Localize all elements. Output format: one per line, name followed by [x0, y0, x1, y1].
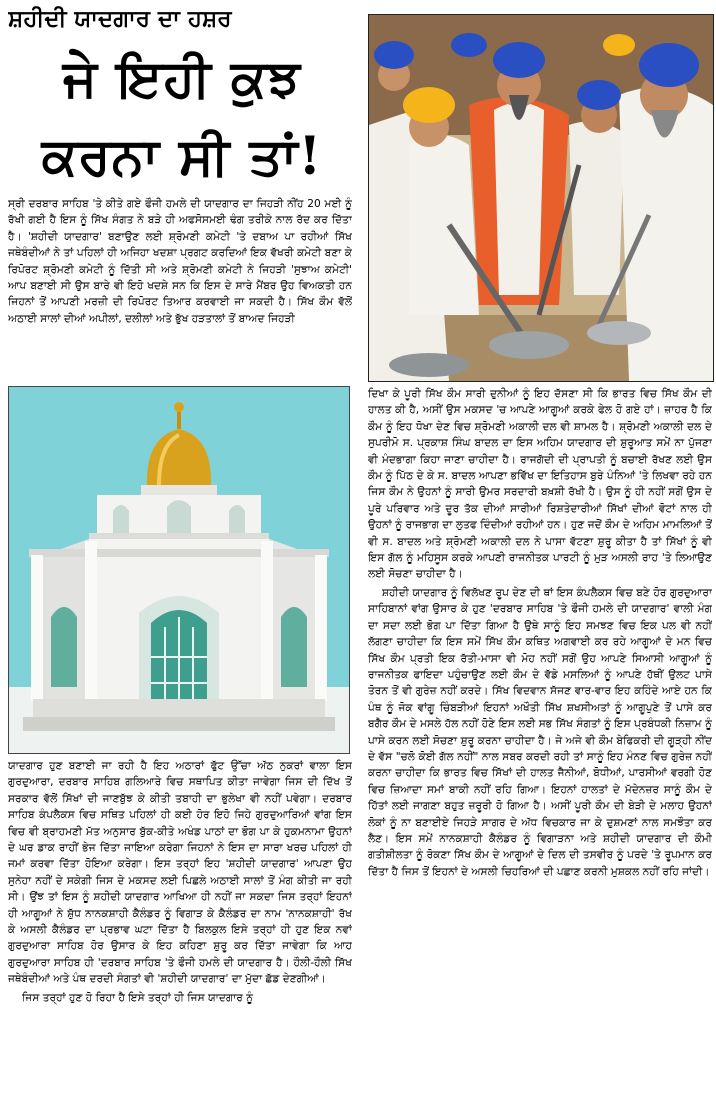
paragraph: ਦਿਖਾ ਕੇ ਪੂਰੀ ਸਿੱਖ ਕੌਮ ਸਾਰੀ ਦੁਨੀਆਂ ਨੂੰ ਇਹ ਦੱਸਣਾ ਸੀ ਕਿ ਭਾਰਤ ਵਿਚ ਸਿੱਖ ਕੌਮ ਦੀ ਹਾਲਤ ਕੀ ਹੈ, ਅਸੀਂ ਉਸ ਮਕਸਦ 'ਚ ਆਪਣੇ ਆਗੂਆਂ ਕਰਕੇ ਫੇਲ ਹੋ ਗਏ ਹਾਂ। ਜ਼ਾਹਰ ਹੈ ਕਿ ਕੌਮ ਨੂੰ ਇਹ ਧੋਖਾ ਦੇਣ ਵਿਚ ਸ਼੍ਰੋਮਣੀ ਅਕਾਲੀ ਦਲ ਵੀ ਸ਼ਾਮਲ ਹੈ। ਸ਼੍ਰੋਮਣੀ ਅਕਾਲੀ ਦਲ ਦੇ ਸੁਪਰੀਮੋ ਸ. ਪ੍ਰਕਾਸ਼ ਸਿੰਘ ਬਾਦਲ ਦਾ ਇਸ ਅਹਿਮ ਯਾਦਗਾਰ ਦੀ ਸ਼ੁਰੂਆਤ ਸਮੇਂ ਨਾ ਪੁੱਜਣਾ ਵੀ ਮੰਦਭਾਗਾ ਕਿਹਾ ਜਾਣਾ ਚਾਹੀਦਾ ਹੈ। ਰਾਜਗੱਦੀ ਦੀ ਪ੍ਰਾਪਤੀ ਨੂੰ ਬਚਾਈ ਰੱਖਣ ਲਈ ਉਸ ਕੌਮ ਨੂੰ ਪਿੱਠ ਦੇ ਕੇ ਸ. ਬਾਦਲ ਆਪਣਾ ਭਵਿੱਖ ਦਾ ਇਤਿਹਾਸ ਬੁਰੇ ਪੰਨਿਆਂ 'ਤੇ ਲਿਖਵਾ ਰਹੇ ਹਨ ਜਿਸ ਕੌਮ ਨੇ ਉਹਨਾਂ ਨੂੰ ਸਾਰੀ ਉਮਰ ਸਰਦਾਰੀ ਬਖ਼ਸ਼ੀ ਰੱਖੀ ਹੈ। ਉਸ ਨੂੰ ਹੀ ਨਹੀਂ ਸਗੋਂ ਉਸ ਦੇ ਪੂਰੇ ਪਰਿਵਾਰ ਅਤੇ ਦੂਰ ਤੱਕ ਦੀਆਂ ਸਾਰੀਆਂ ਰਿਸ਼ਤੇਦਾਰੀਆਂ ਸਿੱਖਾਂ ਦੀਆਂ ਵੋਟਾਂ ਨਾਲ ਹੀ ਉਹਨਾਂ ਨੂੰ ਰਾਜਭਾਗ ਦਾ ਲੁਤਫ ਦਿੰਦੀਆਂ ਰਹੀਆਂ ਹਨ। ਹੁਣ ਜਦੋਂ ਕੌਮ ਦੇ ਅਹਿਮ ਮਾਮਲਿਆਂ ਤੋਂ ਵੀ ਸ. ਬਾਦਲ ਅਤੇ ਸ਼੍ਰੋਮਣੀ ਅਕਾਲੀ ਦਲ ਨੇ ਪਾਸਾ ਵੱਟਣਾ ਸ਼ੁਰੂ ਕੀਤਾ ਹੈ ਤਾਂ ਸਿੱਖਾਂ ਨੂੰ ਵੀ ਇਸ ਗੱਲ ਨੂੰ ਮਹਿਸੂਸ ਕਰਕੇ ਆਪਣੀ ਰਾਜਨੀਤਕ ਪਾਰਟੀ ਨੂੰ ਮੁੜ ਅਸਲੀ ਰਾਹ 'ਤੇ ਲਿਆਉਣ ਲਈ ਸੋਚਣਾ ਚਾਹੀਦਾ ਹੈ।	[368, 388, 712, 581]
ceremony-photo-svg	[369, 15, 713, 381]
headline-line-2: ਕਰਨਾ ਸੀ ਤਾਂ!	[41, 126, 323, 187]
paragraph: ਯਾਦਗਾਰ ਹੁਣ ਬਣਾਈ ਜਾ ਰਹੀ ਹੈ ਇਹ ਅਠਾਰਾਂ ਫੁੱਟ ਉੱਚਾ ਅੱਠ ਨੁਕਰਾਂ ਵਾਲਾ ਇਸ ਗੁਰਦੁਆਰਾ, ਦਰਬਾਰ ਸਾਹਿਬ ਗਲਿਆਰੇ ਵਿਚ ਸਥਾਪਿਤ ਕੀਤਾ ਜਾਵੇਗਾ ਜਿਸ ਦੀ ਦਿੱਖ ਤੋਂ ਸਰਕਾਰ ਵੱਲੋਂ ਸਿੱਖਾਂ ਦੀ ਜਾਣਬੁੱਝ ਕੇ ਕੀਤੀ ਤਬਾਹੀ ਦਾ ਭੁਲੇਖਾ ਵੀ ਨਹੀਂ ਪਵੇਗਾ। ਦਰਬਾਰ ਸਾਹਿਬ ਕੰਪਲੈਕਸ ਵਿਚ ਸਥਿਤ ਪਹਿਲਾਂ ਹੀ ਕਈ ਹੋਰ ਇਹੋ ਜਿਹੇ ਗੁਰਦੁਆਰਿਆਂ ਵਾਂਗ ਇਸ ਵਿਚ ਵੀ ਬ੍ਰਾਹਮਣੀ ਮੱਤ ਅਨੁਸਾਰ ਬੁੱਕ-ਕੀਤੇ ਅਖੰਡ ਪਾਠਾਂ ਦਾ ਭੋਗ ਪਾ ਕੇ ਹੁਕਮਨਾਮਾ ਉਹਨਾਂ ਦੇ ਘਰ ਡਾਕ ਰਾਹੀਂ ਭੇਜ ਦਿੱਤਾ ਜਾਇਆ ਕਰੇਗਾ ਜਿਹਨਾਂ ਨੇ ਇਸ ਦਾ ਸਾਰਾ ਖਰਚ ਪਹਿਲਾਂ ਹੀ ਜਮਾਂ ਕਰਵਾ ਦਿੱਤਾ ਹੋਇਆ ਕਰੇਗਾ। ਇਸ ਤਰ੍ਹਾਂ ਇਹ 'ਸ਼ਹੀਦੀ ਯਾਦਗਾਰ' ਆਪਣਾ ਉਹ ਸੁਨੇਹਾ ਨਹੀਂ ਦੇ ਸਕੇਗੀ ਜਿਸ ਦੇ ਮਕਸਦ ਲਈ ਪਿਛਲੇ ਅਠਾਈ ਸਾਲਾਂ ਤੋਂ ਮੰਗ ਕੀਤੀ ਜਾ ਰਹੀ ਸੀ। ਉਂਝ ਤਾਂ ਇਸ ਨੂੰ ਸ਼ਹੀਦੀ ਯਾਦਗਾਰ ਆਖਿਆ ਹੀ ਨਹੀਂ ਜਾ ਸਕਦਾ ਜਿਸ ਤਰ੍ਹਾਂ ਇਹਨਾਂ ਹੀ ਆਗੂਆਂ ਨੇ ਸ਼ੁੱਧ ਨਾਨਕਸ਼ਾਹੀ ਕੈਲੰਡਰ ਨੂੰ ਵਿਗਾੜ ਕੇ ਕੈਲੰਡਰ ਦਾ ਨਾਮ 'ਨਾਨਕਸ਼ਾਹੀ' ਰੱਖ ਕੇ ਅਸਲੀ ਕੈਲੰਡਰ ਦਾ ਪ੍ਰਭਾਵ ਘਟਾ ਦਿੱਤਾ ਹੈ ਬਿਲਕੁਲ ਇਸੇ ਤਰ੍ਹਾਂ ਹੀ ਹੁਣ ਇਕ ਨਵਾਂ ਗੁਰਦੁਆਰਾ ਸਾਹਿਬ ਹੋਰ ਉਸਾਰ ਕੇ ਇਹ ਕਹਿਣਾ ਸ਼ੁਰੂ ਕਰ ਦਿੱਤਾ ਜਾਵੇਗਾ ਕਿ ਆਹ ਗੁਰਦੁਆਰਾ ਸਾਹਿਬ ਹੀ 'ਦਰਬਾਰ ਸਾਹਿਬ 'ਤੇ ਫੌਜੀ ਹਮਲੇ ਦੀ ਯਾਦਗਾਰ ਹੈ। ਹੌਲੀ-ਹੌਲੀ ਸਿੱਖ ਜਥੇਬੰਦੀਆਂ ਅਤੇ ਪੰਥ ਦਰਦੀ ਸੰਗਤਾਂ ਵੀ 'ਸ਼ਹੀਦੀ ਯਾਦਗਾਰ' ਦਾ ਮੁੱਦਾ ਛੱਡ ਦੇਣਗੀਆਂ।	[8, 760, 352, 986]
paragraph: ਸ਼ਹੀਦੀ ਯਾਦਗਾਰ ਨੂੰ ਵਿਲੱਖਣ ਰੂਪ ਦੇਣ ਦੀ ਥਾਂ ਇਸ ਕੰਪਲੈਕਸ ਵਿਚ ਬਣੇ ਹੋਰ ਗੁਰਦੁਆਰਾ ਸਾਹਿਬਾਨਾਂ ਵਾਂਗ ਉਸਾਰ ਕੇ ਹੁਣ 'ਦਰਬਾਰ ਸਾਹਿਬ 'ਤੇ ਫੌਜੀ ਹਮਲੇ ਦੀ ਯਾਦਗਾਰ' ਵਾਲੀ ਮੰਗ ਦਾ ਸਦਾ ਲਈ ਭੋਗ ਪਾ ਦਿੱਤਾ ਗਿਆ ਹੈ ਉਥੇ ਸਾਨੂੰ ਇਹ ਸਮਝਣ ਵਿਚ ਇਕ ਪਲ ਵੀ ਨਹੀਂ ਲੱਗਣਾ ਚਾਹੀਦਾ ਕਿ ਇਸ ਸਮੇਂ ਸਿੱਖ ਕੌਮ ਕਥਿਤ ਅਗਵਾਈ ਕਰ ਰਹੇ ਆਗੂਆਂ ਦੇ ਮਨ ਵਿਚ ਸਿੱਖ ਕੌਮ ਪ੍ਰਤੀ ਇਕ ਰੱਤੀ-ਮਾਸਾ ਵੀ ਮੋਹ ਨਹੀਂ ਸਗੋਂ ਉਹ ਆਪਣੇ ਸਿਆਸੀ ਆਗੂਆਂ ਨੂੰ ਰਾਜਨੀਤਕ ਫਾਇਦਾ ਪਹੁੰਚਾਉਣ ਲਈ ਕੌਮ ਦੇ ਵੱਡੇ ਮਸਲਿਆਂ ਨੂੰ ਆਪਣੇ ਹੱਥੀਂ ਉਲਟ ਪਾਸੇ ਤੋਰਨ ਤੋਂ ਵੀ ਗੁਰੇਜ਼ ਨਹੀਂ ਕਰਦੇ। ਸਿੱਖ ਵਿਦਵਾਨ ਸੱਜਣ ਵਾਰ-ਵਾਰ ਇਹ ਕਹਿੰਦੇ ਆਏ ਹਨ ਕਿ ਪੰਥ ਨੂੰ ਜੋਕ ਵਾਂਗੂ ਚਿੰਬੜੀਆਂ ਇਹਨਾਂ ਅਖੌਤੀ ਸਿੱਖ ਸ਼ਖਸੀਅਤਾਂ ਨੂੰ ਆਗੂਪੁਣੇ ਤੋਂ ਪਾਸੇ ਕਰ ਬਗੈਰ ਕੌਮ ਦੇ ਮਸਲੇ ਹੱਲ ਨਹੀਂ ਹੋਣੇ ਇਸ ਲਈ ਸਭ ਸਿੱਖ ਸੰਗਤਾਂ ਨੂੰ ਇਸ ਪ੍ਰਬੰਧਕੀ ਨਿਜ਼ਾਮ ਨੂੰ ਪਾਸੇ ਕਰਨ ਲਈ ਸੋਚਣਾ ਸ਼ੁਰੂ ਕਰਨਾ ਚਾਹੀਦਾ ਹੈ। ਜੇ ਅਜੇ ਵੀ ਕੌਮ ਬੇਫਿਕਰੀ ਦੀ ਗੂੜ੍ਹੀ ਨੀਂਦ ਦੇ ਵੱਸ "ਚਲੋ ਕੋਈ ਗੱਲ ਨਹੀਂ" ਨਾਲ ਸਬਰ ਕਰਦੀ ਰਹੀ ਤਾਂ ਸਾਨੂੰ ਇਹ ਮੰਨਣ ਵਿਚ ਗੁਰੇਜ਼ ਨਹੀਂ ਕਰਨਾ ਚਾਹੀਦਾ ਕਿ ਭਾਰਤ ਵਿਚ ਸਿੱਖਾਂ ਦੀ ਹਾਲਤ ਜੈਨੀਆਂ, ਬੋਧੀਆਂ, ਪਾਰਸੀਆਂ ਵਰਗੀ ਹੋਣ ਵਿਚ ਜ਼ਿਆਦਾ ਸਮਾਂ ਬਾਕੀ ਨਹੀਂ ਰਹਿ ਗਿਆ। ਇਹਨਾਂ ਹਾਲਤਾਂ ਦੇ ਮੱਦੇਨਜ਼ਰ ਸਾਨੂੰ ਕੌਮ ਦੇ ਹਿੱਤਾਂ ਲਈ ਜਾਗਣਾ ਬਹੁਤ ਜ਼ਰੂਰੀ ਹੋ ਗਿਆ ਹੈ। ਅਸੀਂ ਪੂਰੀ ਕੌਮ ਦੀ ਬੇੜੀ ਦੇ ਮਲਾਹ ਉਹਨਾਂ ਲੋਕਾਂ ਨੂੰ ਨਾ ਬਣਾਈਏ ਜਿਹੜੇ ਸਾਗਰ ਦੇ ਅੱਧ ਵਿਚਕਾਰ ਜਾ ਕੇ ਦੁਸ਼ਮਣਾਂ ਨਾਲ ਸਮਝੌਤਾ ਕਰ ਲੈਣ। ਇਸ ਸਮੇਂ ਨਾਨਕਸ਼ਾਹੀ ਕੈਲੰਡਰ ਨੂੰ ਵਿਗਾੜਨਾ ਅਤੇ ਸ਼ਹੀਦੀ ਯਾਦਗਾਰ ਦੀ ਕੌਮੀ ਗਤੀਸ਼ੀਲਤਾ ਨੂੰ ਰੋਕਣਾ ਸਿੱਖ ਕੌਮ ਦੇ ਆਗੂਆਂ ਦੇ ਦਿਲ ਦੀ ਤਸਵੀਰ ਨੂੰ ਪਰਦੇ 'ਤੇ ਰੂਪਮਾਨ ਕਰ ਦਿੱਤਾ ਹੈ ਜਿਸ ਤੋਂ ਇਹਨਾਂ ਦੇ ਅਸਲੀ ਚਿਹਰਿਆਂ ਦੀ ਪਛਾਣ ਕਰਨੀ ਮੁਸ਼ਕਲ ਨਹੀਂ ਰਹਿ ਜਾਂਦੀ।	[368, 586, 712, 878]
memorial-render-svg	[9, 387, 349, 753]
paragraph: ਜਿਸ ਤਰ੍ਹਾਂ ਹੁਣ ਹੋ ਰਿਹਾ ਹੈ ਇਸੇ ਤਰ੍ਹਾਂ ਹੀ ਜਿਸ ਯਾਦਗਾਰ ਨੂੰ	[22, 991, 254, 1004]
column-2-text	[368, 386, 712, 1090]
headline-line-1: ਜੇ ਇਹੀ ਕੁਝ	[62, 48, 302, 109]
article-subhead: ਸ਼ਹੀਦੀ ਯਾਦਗਾਰ ਦਾ ਹਸ਼ਰ	[8, 6, 232, 32]
ceremony-photo	[368, 14, 714, 382]
column-1-bottom-text	[8, 758, 352, 1090]
column-1-top-text	[8, 196, 352, 382]
memorial-render-image	[8, 386, 350, 754]
paragraph: ਸ੍ਰੀ ਦਰਬਾਰ ਸਾਹਿਬ 'ਤੇ ਕੀਤੇ ਗਏ ਫੌਜੀ ਹਮਲੇ ਦੀ ਯਾਦਗਾਰ ਦਾ ਜਿਹੜੀ ਨੀਂਹ 20 ਮਈ ਨੂੰ ਰੱਖੀ ਗਈ ਹੈ ਇਸ ਨੂੰ ਸਿੱਖ ਸੰਗਤ ਨੇ ਬੜੇ ਹੀ ਅਫਸੋਸਮਈ ਢੰਗ ਤਰੀਕੇ ਨਾਲ ਰੱਦ ਕਰ ਦਿੱਤਾ ਹੈ। 'ਸ਼ਹੀਦੀ ਯਾਦਗਾਰ' ਬਣਾਉਣ ਲਈ ਸ਼੍ਰੋਮਣੀ ਕਮੇਟੀ 'ਤੇ ਦਬਾਅ ਪਾ ਰਹੀਆਂ ਸਿੱਖ ਜਥੇਬੰਦੀਆਂ ਨੇ ਤਾਂ ਪਹਿਲਾਂ ਹੀ ਅਜਿਹਾ ਖਦਸ਼ਾ ਪ੍ਰਗਟ ਕਰਦਿਆਂ ਇਕ ਵੱਖਰੀ ਕਮੇਟੀ ਬਣਾ ਕੇ ਰਿਪੋਰਟ ਸ਼੍ਰੋਮਣੀ ਕਮੇਟੀ ਨੂੰ ਦਿੱਤੀ ਸੀ ਅਤੇ ਸ਼੍ਰੋਮਣੀ ਕਮੇਟੀ ਨੇ ਜਿਹੜੀ 'ਸੁਝਾਅ ਕਮੇਟੀ' ਆਪ ਬਣਾਈ ਸੀ ਉਸ ਬਾਰੇ ਵੀ ਇਹੋ ਖਦਸ਼ੇ ਸਨ ਕਿ ਇਸ ਦੇ ਸਾਰੇ ਮੈਂਬਰ ਉਹ ਵਿਅਕਤੀ ਹਨ ਜਿਹਨਾਂ ਤੋਂ ਆਪਣੀ ਮਰਜ਼ੀ ਦੀ ਰਿਪੋਰਟ ਤਿਆਰ ਕਰਵਾਈ ਜਾ ਸਕਦੀ ਹੈ। ਸਿੱਖ ਕੌਮ ਵੱਲੋਂ ਅਠਾਈ ਸਾਲਾਂ ਦੀਆਂ ਅਪੀਲਾਂ, ਦਲੀਲਾਂ ਅਤੇ ਭੁੱਖ ਹੜਤਾਲਾਂ ਤੋਂ ਬਾਅਦ ਜਿਹੜੀ	[8, 198, 352, 325]
article-headline	[6, 40, 358, 196]
